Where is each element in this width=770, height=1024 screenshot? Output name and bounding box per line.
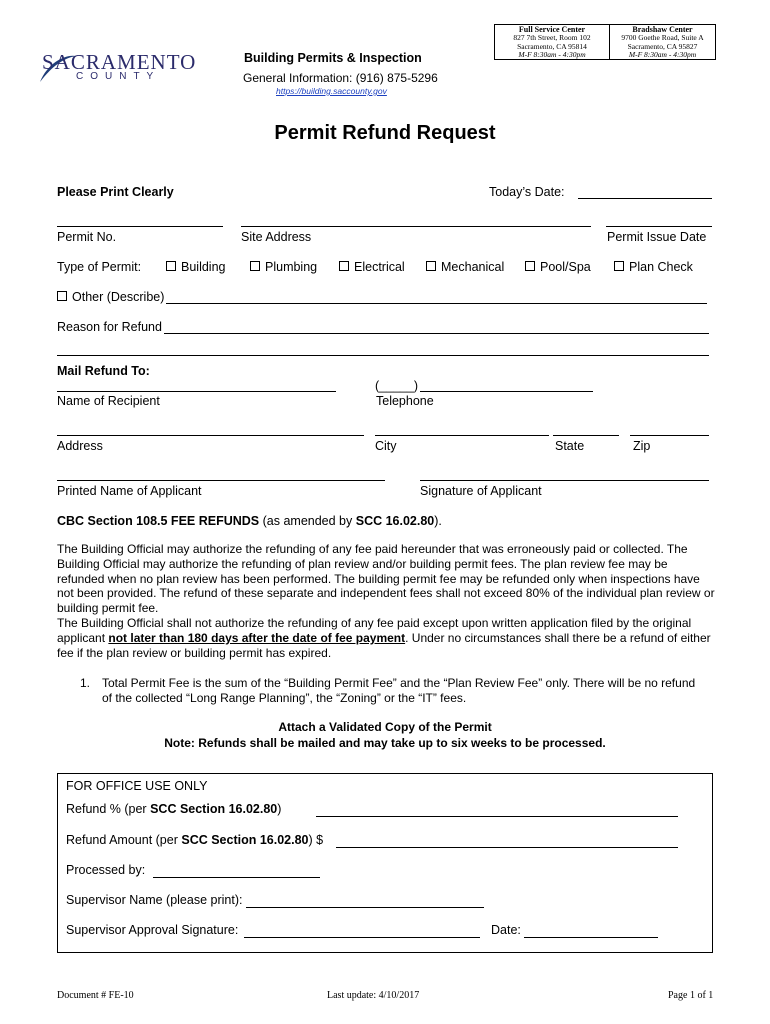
supervisor-name-label: Supervisor Name (please print): [66,893,243,907]
mail-refund-to-label: Mail Refund To: [57,364,150,378]
permit-no-field[interactable] [57,226,223,227]
refund-amount-field[interactable] [336,847,678,848]
office-date-label: Date: [491,923,521,937]
logo-county: COUNTY [76,71,161,82]
print-clearly-label: Please Print Clearly [57,185,174,199]
dept-name: Building Permits & Inspection [244,51,422,65]
printed-name-label: Printed Name of Applicant [57,484,202,498]
full-service-center-box: Full Service Center 827 7th Street, Room 102 Sacramento, CA 95814 M-F 8:30am - 4:30pm [494,24,610,60]
bradshaw-center-box: Bradshaw Center 9700 Goethe Road, Suite A Sacramento, CA 95827 M-F 8:30am - 4:30pm [610,24,716,60]
recipient-name-field[interactable] [57,391,336,392]
reason-field-line2[interactable] [57,355,709,356]
signature-label: Signature of Applicant [420,484,542,498]
state-field[interactable] [553,435,619,436]
website-link[interactable]: https://building.saccounty.gov [276,86,387,96]
processed-by-label: Processed by: [66,863,146,877]
page-title: Permit Refund Request [274,122,496,144]
address-label: Address [57,439,103,453]
telephone-label: Telephone [376,394,434,408]
permit-type-electrical[interactable]: Electrical [339,260,405,274]
checkbox-icon[interactable] [426,261,436,271]
city-field[interactable] [375,435,549,436]
printed-name-field[interactable] [57,480,385,481]
cbc-paragraph-1: The Building Official may authorize the refunding of any fee paid hereunder that was erroneously paid or collected. The Building Official may authorize the refunding of plan review and/or building permit fees. The plan review fee may be refunded when no plan review has been performed. The building permit fee may be refunded only when inspections have not been provided. The refund of these separate and independent fees shall not exceed 80% of the individual plan review or building permit fee. [57,542,715,616]
attach-note-1: Attach a Validated Copy of the Permit [278,720,492,734]
permit-issue-date-field[interactable] [606,226,712,227]
refund-percent-field[interactable] [316,816,678,817]
footer-doc-number: Document # FE-10 [57,990,134,1001]
city-label: City [375,439,397,453]
refund-percent-row: Refund % (per SCC Section 16.02.80) [66,802,282,816]
permit-type-building[interactable]: Building [166,260,225,274]
site-address-field[interactable] [241,226,591,227]
checkbox-icon[interactable] [339,261,349,271]
signature-field[interactable] [420,480,709,481]
supervisor-name-field[interactable] [246,907,484,908]
supervisor-signature-field[interactable] [244,937,480,938]
office-heading: FOR OFFICE USE ONLY [66,779,208,793]
supervisor-signature-label: Supervisor Approval Signature: [66,923,239,937]
state-label: State [555,439,585,453]
cbc-heading: CBC Section 108.5 FEE REFUNDS (as amended by SCC 16.02.80). [57,514,442,528]
checkbox-icon[interactable] [525,261,535,271]
type-of-permit-label: Type of Permit: [57,260,142,274]
permit-issue-date-label: Permit Issue Date [607,230,707,244]
logo-sacramento: SACRAMENTO [42,50,197,74]
reason-label: Reason for Refund [57,320,162,334]
checkbox-icon[interactable] [57,291,67,301]
general-info-phone: General Information: (916) 875-5296 [243,71,438,85]
todays-date-field[interactable] [578,198,712,199]
footer-last-update: Last update: 4/10/2017 [327,990,420,1001]
checkbox-icon[interactable] [614,261,624,271]
cbc-paragraph-2: The Building Official shall not authorize the refunding of any fee paid except upon written application filed by the original applicant not later than 180 days after the date of fee payment. Under no circumstances shall there be a refund of either fee if the plan review or building permit has expired. [57,615,711,660]
other-describe-field[interactable] [166,303,707,304]
zip-field[interactable] [630,435,709,436]
refund-amount-row: Refund Amount (per SCC Section 16.02.80) $ [66,833,324,847]
reason-field[interactable] [164,333,709,334]
permit-type-plumbing[interactable]: Plumbing [250,260,317,274]
recipient-name-label: Name of Recipient [57,394,160,408]
footer-page: Page 1 of 1 [668,990,714,1001]
site-address-label: Site Address [241,230,312,244]
center-name: Bradshaw Center [632,25,693,34]
office-use-box [57,773,713,953]
telephone-field[interactable] [420,391,593,392]
item-number: 1. [80,676,91,690]
checkbox-icon[interactable] [250,261,260,271]
zip-label: Zip [633,439,651,453]
processed-by-field[interactable] [153,877,320,878]
office-date-field[interactable] [524,937,658,938]
checkbox-icon[interactable] [166,261,176,271]
attach-note-2: Note: Refunds shall be mailed and may take up to six weeks to be processed. [164,736,606,750]
permit-no-label: Permit No. [57,230,117,244]
address-field[interactable] [57,435,364,436]
center-name: Full Service Center [518,25,586,34]
todays-date-label: Today’s Date: [489,185,565,199]
permit-type-other[interactable]: Other (Describe) [57,290,164,304]
item-text: Total Permit Fee is the sum of the “Building Permit Fee” and the “Plan Review Fee” only. There will be no refund of the collected “Long Range Planning”, the “Zoning” or the “IT” fees. [102,676,696,705]
permit-type-pool-spa[interactable]: Pool/Spa [525,260,591,274]
permit-type-mechanical[interactable]: Mechanical [426,260,504,274]
cbc-body [57,542,717,660]
phone-area-code: (_____) [375,379,419,393]
permit-type-plan-check[interactable]: Plan Check [614,260,693,274]
